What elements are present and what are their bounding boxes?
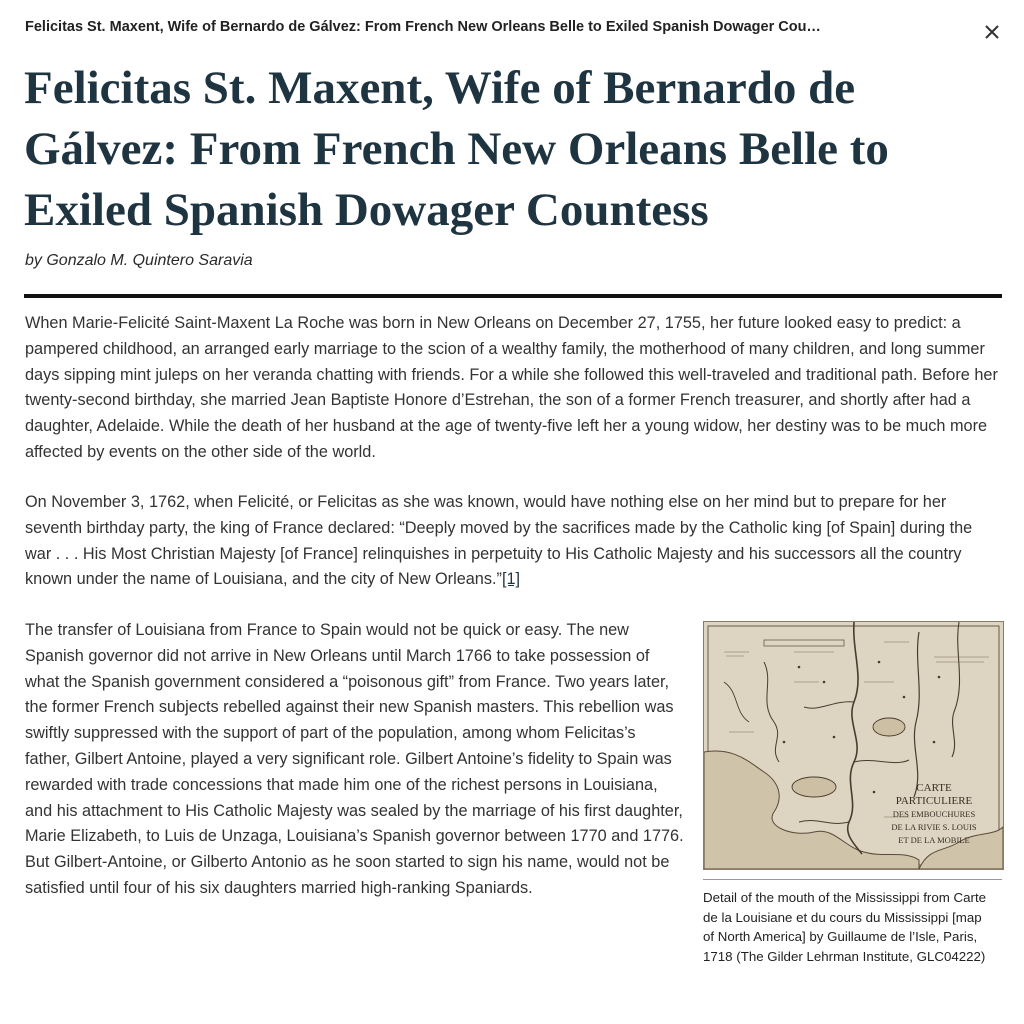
cartouche-line: ET DE LA MOBILE [898,835,970,845]
close-button[interactable] [978,18,1006,46]
paragraph-2-text: On November 3, 1762, when Felicité, or Felicitas as she was known, would have nothing else on her mind but to prepare for her seventh birthday party, the king of France declared: “Deeply moved by the sacrifices made by the Catholic king [of Spain] during the war . . . His Most Christian Majesty [of France] relinquishes in perpetuity to His Catholic Majesty and his successors all the country known under the name of Louisiana, and the city of New Orleans.” [25,493,973,589]
map-image [703,621,1004,870]
close-icon [984,24,1000,40]
caption-divider [703,879,1002,880]
cartouche-line: DES EMBOUCHURES [892,809,976,819]
header-title: Felicitas St. Maxent, Wife of Bernardo de Gálvez: From French New Orleans Belle to Exiled Spanish Dowager Cou… [25,19,821,35]
top-bar [0,0,1024,56]
paragraph-1: When Marie-Felicité Saint-Maxent La Roche was born in New Orleans on December 27, 1755, her future looked easy to predict: a pampered childhood, an arranged early marriage to the scion of a wealthy family, the motherhood of many children, and long summer days sipping mint juleps on her veranda chatting with friends. For a while she followed this well-traveled and traditional path. Before her twenty-second birthday, she married Jean Baptiste Honore d’Estrehan, the son of a former French treasurer, and shortly after had a daughter, Adelaide. While the death of her husband at the age of twenty-five left her a young widow, her destiny was to be much more affected by events on the other side of the world. [25,314,998,461]
article-title: Felicitas St. Maxent, Wife of Bernardo de Gálvez: From French New Orleans Belle to Exiled Spanish Dowager Countess [24,62,889,236]
footnote-link[interactable]: [1] [501,570,521,589]
cartouche-line: CARTE [916,782,952,794]
paragraph-2 [25,490,1000,593]
map-cartouche [874,782,994,847]
figure-caption: Detail of the mouth of the Mississippi from Carte de la Louisiane et du cours du Mississippi [map of North America] by Guillaume de l’Isle, Paris, 1718 (The Gilder Lehrman Institute, GLC04222) [703,890,987,964]
cartouche-line: DE LA RIVIE S. LOUIS [891,822,977,832]
paragraph-3: The transfer of Louisiana from France to Spain would not be quick or easy. The new Spanish governor did not arrive in New Orleans until March 1766 to take possession of what the Spanish government considered a “poisonous gift” from France. Two years later, the former French subjects rebelled against their new Spanish masters. This rebellion was swiftly suppressed with the support of part of the population, among whom Felicitas’s father, Gilbert Antoine, played a very significant role. Gilbert Antoine’s fidelity to Spain was rewarded with trade concessions that made him one of the richest persons in Louisiana, and his attachment to His Catholic Majesty was sealed by the marriage of his first daughter, Marie Elizabeth, to Luis de Unzaga, Louisiana’s Spanish governor between 1770 and 1776. But Gilbert-Antoine, or Gilberto Antonio as he soon started to sign his name, would not be satisfied until four of his six daughters married high-ranking Spaniards. [25,621,684,897]
cartouche-line: PARTICULIERE [895,795,973,807]
title-divider [24,294,1002,298]
byline: by Gonzalo M. Quintero Saravia [25,252,253,269]
